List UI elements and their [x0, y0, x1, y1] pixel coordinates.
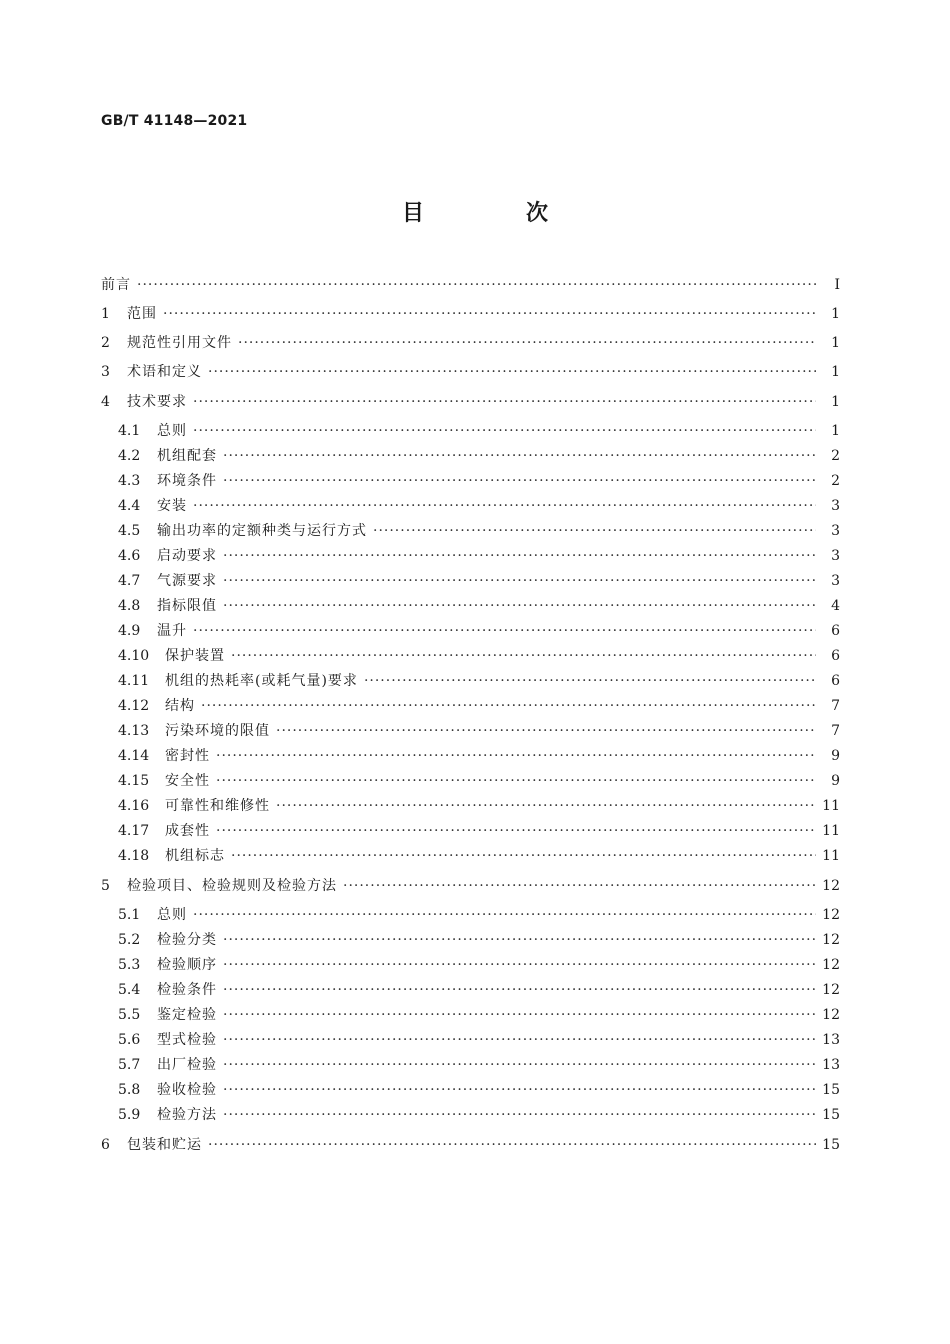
toc-entry-page: 6 — [831, 623, 840, 639]
toc-entry-page: 13 — [822, 1032, 840, 1048]
toc-entry-page: 3 — [831, 523, 840, 539]
toc-leader-dots — [223, 596, 816, 616]
toc-entry-label: 机组标志 — [165, 848, 225, 864]
toc-entry-label: 检验分类 — [157, 932, 217, 948]
toc-entry-page: 3 — [831, 498, 840, 514]
toc-leader-dots — [364, 671, 816, 691]
toc-leader-dots — [223, 955, 816, 975]
toc-entry-number: 3 — [101, 364, 110, 380]
toc-entry-label: 检验条件 — [157, 982, 217, 998]
toc-entry-number: 1 — [101, 306, 110, 322]
toc-entry-number: 5.4 — [118, 982, 141, 998]
toc-entry[interactable] — [101, 876, 840, 896]
toc-entry-page: 1 — [831, 364, 840, 380]
toc-entry-label: 包装和贮运 — [127, 1137, 202, 1153]
toc-entry-number: 4.10 — [118, 648, 150, 664]
toc-entry-number: 4.2 — [118, 448, 141, 464]
toc-entry-page: 9 — [831, 748, 840, 764]
toc-leader-dots — [223, 546, 816, 566]
toc-entry-number: 4.3 — [118, 473, 141, 489]
toc-entry-page: 1 — [831, 306, 840, 322]
toc-entry-number: 5.5 — [118, 1007, 141, 1023]
toc-entry-label: 检验方法 — [157, 1107, 217, 1123]
toc-entry-label: 前言 — [101, 277, 131, 293]
toc-entry-label: 污染环境的限值 — [165, 723, 270, 739]
toc-leader-dots — [373, 521, 816, 541]
toc-entry-label: 结构 — [165, 698, 195, 714]
toc-entry[interactable] — [101, 392, 840, 412]
toc-entry-number: 4.5 — [118, 523, 141, 539]
toc-entry-page: 7 — [831, 723, 840, 739]
toc-entry-number: 6 — [101, 1137, 110, 1153]
toc-entry-number: 4.1 — [118, 423, 141, 439]
document-code: GB/T 41148—2021 — [101, 113, 248, 129]
toc-leader-dots — [137, 275, 816, 295]
toc-entry-number: 5.1 — [118, 907, 141, 923]
toc-entry[interactable] — [118, 846, 840, 866]
toc-entry-page: 2 — [831, 448, 840, 464]
toc-leader-dots — [193, 905, 816, 925]
toc-leader-dots — [231, 846, 816, 866]
toc-leader-dots — [231, 646, 816, 666]
toc-entry-number: 4.9 — [118, 623, 141, 639]
toc-leader-dots — [276, 796, 816, 816]
toc-entry-label: 启动要求 — [157, 548, 217, 564]
toc-entry-page: Ⅰ — [834, 277, 840, 293]
toc-title: 目 次 — [401, 201, 588, 226]
toc-entry-page: 12 — [822, 878, 840, 894]
toc-entry[interactable] — [118, 821, 840, 841]
toc-leader-dots — [223, 1055, 816, 1075]
toc-leader-dots — [193, 392, 816, 412]
toc-entry-page: 6 — [831, 673, 840, 689]
toc-entry-label: 验收检验 — [157, 1082, 217, 1098]
toc-leader-dots — [208, 1135, 816, 1155]
toc-entry-page: 4 — [831, 598, 840, 614]
toc-entry-label: 检验项目、检验规则及检验方法 — [127, 878, 337, 894]
toc-entry[interactable] — [118, 646, 840, 666]
toc-entry-page: 1 — [831, 394, 840, 410]
toc-leader-dots — [193, 621, 816, 641]
toc-entry[interactable] — [101, 1135, 840, 1155]
toc-leader-dots — [216, 746, 816, 766]
toc-entry-label: 密封性 — [165, 748, 210, 764]
toc-entry[interactable] — [118, 771, 840, 791]
toc-entry[interactable] — [118, 746, 840, 766]
toc-entry-page: 12 — [822, 907, 840, 923]
toc-entry[interactable] — [118, 471, 840, 491]
toc-entry-page: 12 — [822, 932, 840, 948]
toc-entry-number: 4.11 — [118, 673, 150, 689]
toc-entry-label: 输出功率的定额种类与运行方式 — [157, 523, 367, 539]
toc-entry[interactable] — [118, 796, 840, 816]
toc-entry-number: 5.8 — [118, 1082, 141, 1098]
toc-entry-page: 15 — [822, 1082, 840, 1098]
toc-entry-label: 总则 — [157, 423, 187, 439]
toc-leader-dots — [223, 471, 816, 491]
toc-entry-label: 安全性 — [165, 773, 210, 789]
toc-entry-label: 可靠性和维修性 — [165, 798, 270, 814]
toc-entry-label: 范围 — [127, 306, 157, 322]
toc-entry-page: 12 — [822, 957, 840, 973]
toc-entry-number: 5.7 — [118, 1057, 141, 1073]
toc-leader-dots — [193, 496, 816, 516]
toc-entry[interactable] — [118, 521, 840, 541]
toc-entry[interactable] — [118, 930, 840, 950]
toc-entry-number: 4.12 — [118, 698, 150, 714]
toc-entry[interactable] — [101, 304, 840, 324]
toc-entry[interactable] — [118, 1055, 840, 1075]
toc-entry[interactable] — [101, 275, 840, 295]
toc-leader-dots — [201, 696, 816, 716]
toc-entry[interactable] — [118, 1105, 840, 1125]
toc-entry-label: 机组配套 — [157, 448, 217, 464]
toc-entry-page: 2 — [831, 473, 840, 489]
toc-entry-number: 5.2 — [118, 932, 141, 948]
toc-entry-label: 环境条件 — [157, 473, 217, 489]
toc-entry[interactable] — [118, 1080, 840, 1100]
toc-leader-dots — [208, 362, 816, 382]
toc-entry[interactable] — [118, 721, 840, 741]
toc-entry-page: 7 — [831, 698, 840, 714]
toc-entry-page: 3 — [831, 548, 840, 564]
toc-entry[interactable] — [118, 696, 840, 716]
toc-entry-number: 5.9 — [118, 1107, 141, 1123]
toc-entry[interactable] — [118, 1005, 840, 1025]
toc-entry-page: 15 — [822, 1137, 840, 1153]
toc-entry[interactable] — [118, 596, 840, 616]
toc-entry-number: 4.14 — [118, 748, 150, 764]
toc-entry[interactable] — [101, 362, 840, 382]
toc-entry-number: 4 — [101, 394, 110, 410]
toc-entry-label: 机组的热耗率(或耗气量)要求 — [165, 673, 358, 689]
toc-entry-label: 温升 — [157, 623, 187, 639]
toc-leader-dots — [223, 1005, 816, 1025]
toc-leader-dots — [223, 1105, 816, 1125]
toc-leader-dots — [193, 421, 816, 441]
toc-entry-number: 4.17 — [118, 823, 150, 839]
toc-entry-number: 2 — [101, 335, 110, 351]
toc-entry-number: 4.6 — [118, 548, 141, 564]
toc-entry[interactable] — [118, 496, 840, 516]
toc-entry-page: 11 — [822, 848, 840, 864]
toc-entry-page: 1 — [831, 335, 840, 351]
toc-entry[interactable] — [118, 571, 840, 591]
toc-leader-dots — [223, 930, 816, 950]
toc-entry-number: 4.4 — [118, 498, 141, 514]
toc-entry-page: 12 — [822, 982, 840, 998]
toc-entry-label: 安装 — [157, 498, 187, 514]
toc-entry[interactable] — [118, 621, 840, 641]
toc-entry-label: 鉴定检验 — [157, 1007, 217, 1023]
toc-entry-page: 12 — [822, 1007, 840, 1023]
toc-entry-label: 出厂检验 — [157, 1057, 217, 1073]
toc-entry-label: 术语和定义 — [127, 364, 202, 380]
toc-entry[interactable] — [118, 980, 840, 1000]
toc-entry-number: 5.3 — [118, 957, 141, 973]
toc-entry-page: 13 — [822, 1057, 840, 1073]
toc-entry-label: 指标限值 — [157, 598, 217, 614]
toc-entry-page: 6 — [831, 648, 840, 664]
toc-entry[interactable] — [118, 446, 840, 466]
toc-entry-label: 气源要求 — [157, 573, 217, 589]
toc-entry-number: 4.18 — [118, 848, 150, 864]
toc-entry-label: 保护装置 — [165, 648, 225, 664]
toc-entry-label: 规范性引用文件 — [127, 335, 232, 351]
toc-leader-dots — [223, 1080, 816, 1100]
toc-entry-number: 4.13 — [118, 723, 150, 739]
toc-leader-dots — [238, 333, 816, 353]
toc-entry-number: 4.7 — [118, 573, 141, 589]
toc-leader-dots — [276, 721, 816, 741]
toc-entry-label: 型式检验 — [157, 1032, 217, 1048]
toc-entry-page: 11 — [822, 823, 840, 839]
toc-entry-page: 15 — [822, 1107, 840, 1123]
toc-entry-page: 3 — [831, 573, 840, 589]
toc-entry-number: 5.6 — [118, 1032, 141, 1048]
toc-leader-dots — [216, 771, 816, 791]
toc-leader-dots — [223, 446, 816, 466]
toc-leader-dots — [216, 821, 816, 841]
toc-entry[interactable] — [101, 333, 840, 353]
toc-entry[interactable] — [118, 905, 840, 925]
toc-leader-dots — [223, 1030, 816, 1050]
toc-entry[interactable] — [118, 546, 840, 566]
toc-entry-page: 11 — [822, 798, 840, 814]
toc-entry-page: 1 — [831, 423, 840, 439]
toc-entry[interactable] — [118, 955, 840, 975]
toc-entry-number: 4.8 — [118, 598, 141, 614]
toc-entry-label: 总则 — [157, 907, 187, 923]
toc-entry[interactable] — [118, 1030, 840, 1050]
toc-entry-label: 成套性 — [165, 823, 210, 839]
toc-leader-dots — [343, 876, 816, 896]
toc-entry-page: 9 — [831, 773, 840, 789]
toc-entry-number: 4.15 — [118, 773, 150, 789]
toc-entry[interactable] — [118, 421, 840, 441]
toc-entry-label: 技术要求 — [127, 394, 187, 410]
toc-leader-dots — [163, 304, 816, 324]
toc-entry-label: 检验顺序 — [157, 957, 217, 973]
toc-leader-dots — [223, 980, 816, 1000]
toc-entry-number: 5 — [101, 878, 110, 894]
toc-leader-dots — [223, 571, 816, 591]
toc-entry[interactable] — [118, 671, 840, 691]
toc-entry-number: 4.16 — [118, 798, 150, 814]
